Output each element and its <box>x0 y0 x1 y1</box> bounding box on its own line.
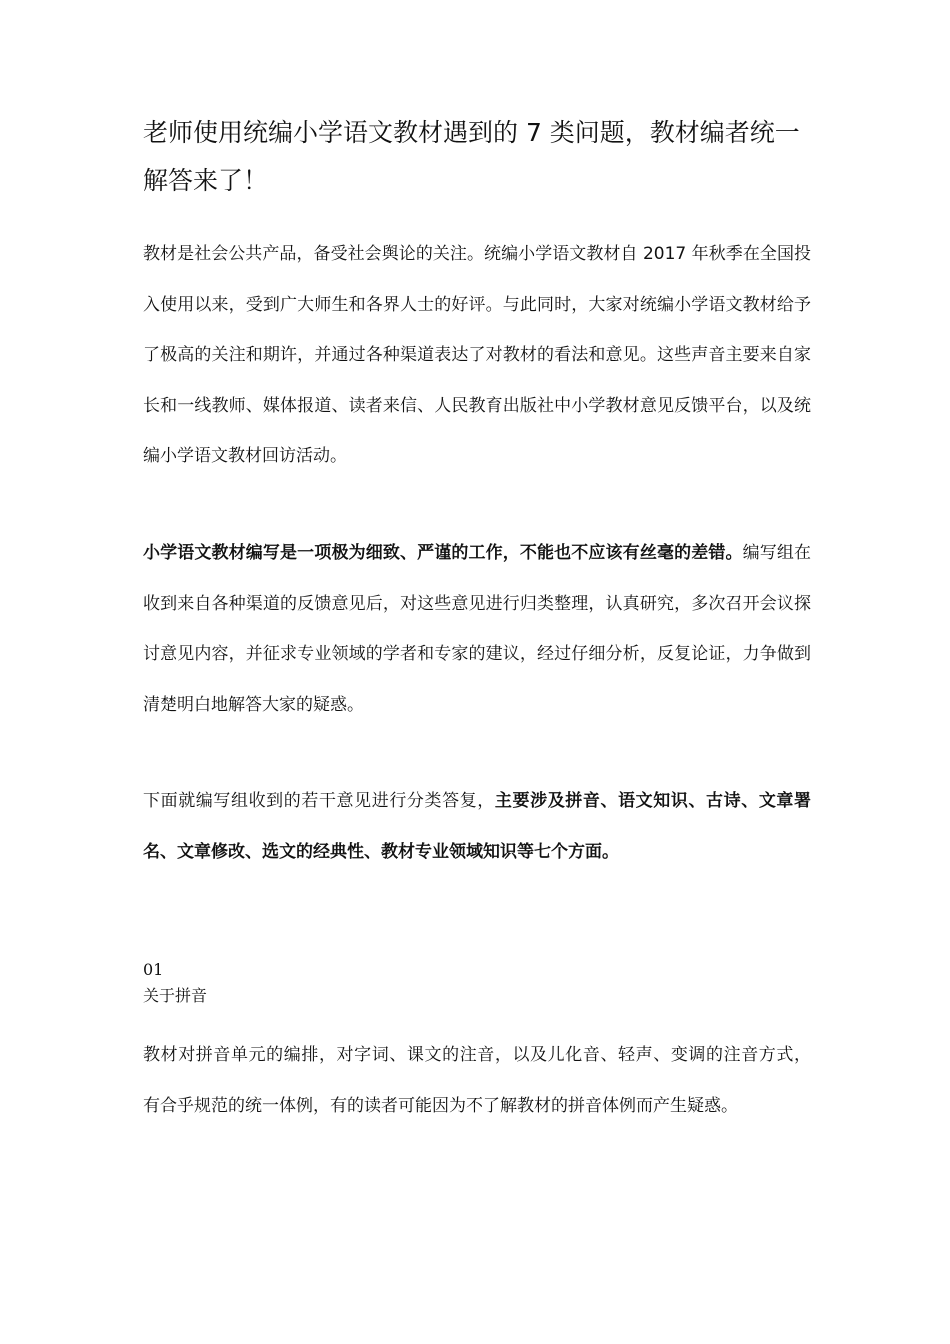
article-title: 老师使用统编小学语文教材遇到的 7 类问题，教材编者统一解答来了！ <box>143 118 800 195</box>
section-heading: 关于拼音 <box>143 986 208 1005</box>
section-body: 教材对拼音单元的编排，对字词、课文的注音，以及儿化音、轻声、变调的注音方式， 有合乎规范的统一体例，有的读者可能因为不了解教材的拼音体例而产生疑惑。 <box>143 1045 811 1116</box>
overview-paragraph <box>143 776 811 877</box>
editing-body: 编写组在收到来自各种渠道的反馈意见后，对这些意见进行归类整理，认真研究，多次召开会议探讨意见内容，并征求专业领域的学者和专家的建议，经过仔细分析，反复论证，力争做到清楚明白地解答大家的疑惑。 <box>143 543 812 715</box>
section-number: 01 <box>143 960 164 979</box>
editing-paragraph <box>143 528 811 730</box>
overview-topics: 主要涉及拼音、语文知识、古诗、文章署名、文章修改、选文的经典性、教材专业领域知识等七个方面。 <box>143 791 812 862</box>
overview-lead: 下面就编写组收到的若干意见进行分类答复， <box>143 791 495 811</box>
editing-emphasis: 小学语文教材编写是一项极为细致、严谨的工作，不能也不应该有丝毫的差错。 <box>143 543 743 563</box>
intro-paragraph: 教材是社会公共产品，备受社会舆论的关注。统编小学语文教材自 2017 年秋季在全国投入使用以来，受到广大师生和各界人士的好评。与此同时，大家对统编小学语文教材给予了极高的关注和期许，并通过各种渠道表达了对教材的看法和意见。这些声音主要来自家长和一线教师、媒体报道、读者来信、人民教育出版社中小学教材意见反馈平台，以及统编小学语文教材回访活动。 <box>143 244 811 466</box>
